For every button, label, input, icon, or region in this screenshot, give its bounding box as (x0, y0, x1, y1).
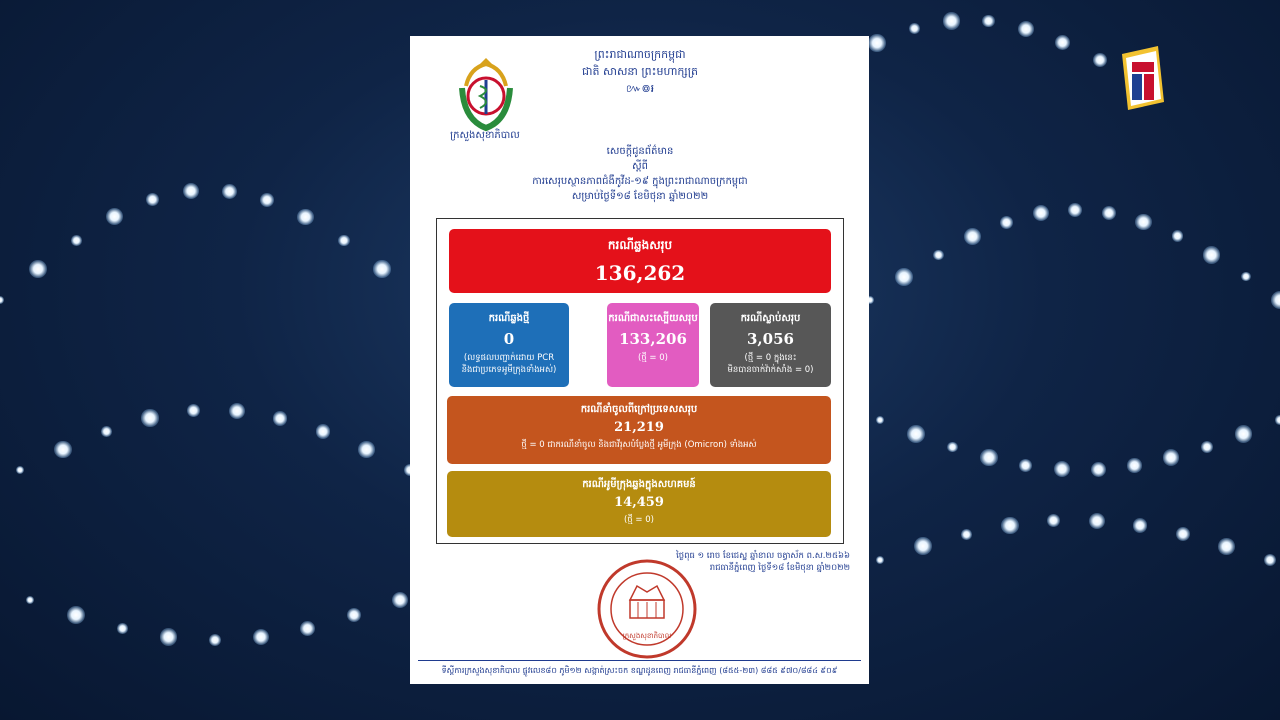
bokeh-light (146, 193, 159, 206)
bokeh-light (933, 250, 944, 261)
new-cases-label: ករណីឆ្លងថ្មី (488, 313, 530, 324)
kingdom-ornament: ៚៙៛ (625, 82, 655, 95)
imported-cases-value: 21,219 (614, 420, 664, 435)
community-omicron-card (447, 471, 831, 537)
deaths-label: ករណីស្លាប់សរុប (740, 313, 801, 324)
bokeh-light (273, 411, 288, 426)
bokeh-light (1275, 415, 1280, 424)
bokeh-light (106, 208, 123, 225)
bokeh-light (1054, 461, 1070, 477)
deaths-note-line-2: មិនបានចាក់វ៉ាក់សាំង = 0) (727, 365, 814, 375)
imported-cases-card (447, 396, 831, 464)
bokeh-light (297, 209, 314, 226)
bokeh-light (16, 466, 24, 474)
total-cases-value: 136,262 (594, 261, 686, 285)
bokeh-light (947, 442, 958, 453)
bokeh-light (1047, 514, 1060, 527)
bokeh-light (222, 184, 237, 199)
ministry-name: ក្រសួងសុខាភិបាល (450, 130, 520, 141)
recovered-cases-note: (ថ្មី = 0) (638, 353, 668, 363)
bokeh-light (1241, 272, 1250, 281)
recovered-cases-card (607, 303, 699, 387)
bokeh-light (1127, 458, 1141, 472)
bokeh-light (1000, 216, 1013, 229)
bokeh-light (1089, 513, 1105, 529)
official-seal-stamp (594, 556, 700, 662)
bokeh-light (895, 268, 913, 286)
bokeh-light (229, 403, 245, 419)
new-cases-value: 0 (503, 330, 515, 348)
bokeh-light (300, 621, 315, 636)
deaths-card (710, 303, 831, 387)
bokeh-light (316, 424, 330, 438)
bokeh-light (141, 409, 158, 426)
bokeh-light (1055, 35, 1070, 50)
bokeh-light (876, 416, 884, 424)
bokeh-light (209, 634, 222, 647)
bokeh-light (253, 629, 269, 645)
solar-date: រាជធានីភ្នំពេញ ថ្ងៃទី១៨ ខែមិថុនា ឆ្នាំ២០២២ (709, 563, 850, 573)
bokeh-light (909, 23, 920, 34)
bokeh-light (1135, 214, 1152, 231)
covid-report-document (410, 36, 869, 684)
bokeh-light (1218, 538, 1235, 555)
community-omicron-label: ករណីអូមីក្រុងឆ្លងក្នុងសហគមន៍ (582, 479, 696, 490)
bokeh-light (392, 592, 409, 609)
title-line-1: សេចក្ដីជូនព័ត៌មាន (606, 146, 674, 157)
recovered-cases-value: 133,206 (619, 330, 687, 348)
bokeh-light (358, 441, 375, 458)
bokeh-light (1163, 449, 1180, 466)
bokeh-light (1093, 53, 1107, 67)
deaths-note-line-1: (ថ្មី = 0 ក្នុងនេះ (744, 353, 797, 363)
total-cases-label: ករណីឆ្លងសរុប (607, 238, 673, 252)
bokeh-light (1172, 230, 1184, 242)
bokeh-light (0, 296, 4, 304)
bokeh-light (71, 235, 82, 246)
total-cases-card (449, 229, 831, 293)
bokeh-light (914, 537, 932, 555)
bokeh-light (1133, 518, 1148, 533)
lunar-date: ថ្ងៃពុធ ១ រោច ខែជេស្ឋ ឆ្នាំខាល ចត្វាស័ក ព.ស.២៥៦៦ (676, 551, 850, 561)
title-line-4: សម្រាប់ថ្ងៃទី១៨ ខែមិថុនា ឆ្នាំ២០២២ (571, 191, 709, 202)
ministry-address-footer: ទីស្ដីការក្រសួងសុខាភិបាល ផ្លូវលេខ៨០ ភូមិ១២ សង្កាត់ស្រះចក ខណ្ឌដូនពេញ រាជធានីភ្នំពេញ (៨៥៥-២៣) ៨៨៥ ៩៧០/៨៨៤ ៩០៩ (418, 660, 861, 677)
title-line-2: ស្ដីពី (632, 161, 648, 172)
tv-channel-logo (1118, 44, 1168, 112)
imported-cases-label: ករណីនាំចូលពីក្រៅប្រទេសសរុប (580, 404, 698, 415)
bokeh-light (943, 12, 960, 29)
imported-cases-note: ថ្មី = 0 ជាករណីនាំចូល និងជាវីរុសបំប្លែងថ្មី អូមីក្រុង (Omicron) ទាំងអស់ (521, 440, 757, 450)
title-line-3: ការសេរុបស្ថានភាពជំងឺកូវីដ-១៩ ក្នុងព្រះរាជាណាចក្រកម្ពុជា (532, 176, 748, 187)
bokeh-light (868, 34, 886, 52)
new-cases-note-line-1: (លទ្ធផលបញ្ជាក់ដោយ PCR (463, 353, 555, 363)
bokeh-light (1203, 246, 1221, 264)
bokeh-light (1033, 205, 1049, 221)
bokeh-light (1176, 527, 1190, 541)
bokeh-light (117, 623, 128, 634)
bokeh-light (961, 529, 972, 540)
bokeh-light (1235, 425, 1253, 443)
bokeh-light (1271, 291, 1280, 309)
bokeh-light (260, 193, 274, 207)
kingdom-name: ព្រះរាជាណាចក្រកម្ពុជា (594, 48, 686, 61)
bokeh-light (876, 556, 884, 564)
bokeh-light (101, 426, 112, 437)
bokeh-light (29, 260, 47, 278)
bokeh-light (964, 228, 981, 245)
new-cases-note (449, 352, 569, 376)
bokeh-light (1102, 206, 1116, 220)
bokeh-light (160, 628, 177, 645)
bokeh-light (1201, 441, 1213, 453)
bokeh-light (54, 441, 72, 459)
bokeh-light (338, 235, 350, 247)
recovered-cases-label: ករណីជាសះស្បើយសរុប (608, 313, 698, 324)
report-title (470, 144, 810, 204)
bokeh-light (907, 425, 925, 443)
bokeh-light (1091, 462, 1106, 477)
bokeh-light (26, 596, 34, 604)
bokeh-light (982, 15, 995, 28)
bokeh-light (1264, 554, 1276, 566)
bokeh-light (373, 260, 391, 278)
bokeh-light (187, 404, 200, 417)
svg-text:ក្រសួងសុខាភិបាល: ក្រសួងសុខាភិបាល (622, 632, 672, 640)
bokeh-light (1068, 203, 1083, 218)
deaths-value: 3,056 (747, 330, 794, 348)
kingdom-motto (540, 46, 740, 97)
bokeh-light (67, 606, 85, 624)
bokeh-light (1001, 517, 1018, 534)
bokeh-light (183, 183, 199, 199)
community-omicron-value: 14,459 (614, 495, 664, 510)
bokeh-light (1019, 459, 1032, 472)
bokeh-light (980, 449, 997, 466)
bokeh-light (347, 608, 361, 622)
kingdom-motto-line: ជាតិ សាសនា ព្រះមហាក្សត្រ (582, 65, 698, 78)
new-cases-card (449, 303, 569, 387)
deaths-note (710, 352, 831, 376)
statistics-frame (436, 218, 844, 544)
bokeh-light (1018, 21, 1034, 37)
community-omicron-note: (ថ្មី = 0) (624, 515, 654, 525)
ministry-of-health-logo-icon (452, 58, 520, 136)
new-cases-note-line-2: និងជាប្រភេទអូមីក្រុងទាំងអស់) (461, 365, 557, 375)
